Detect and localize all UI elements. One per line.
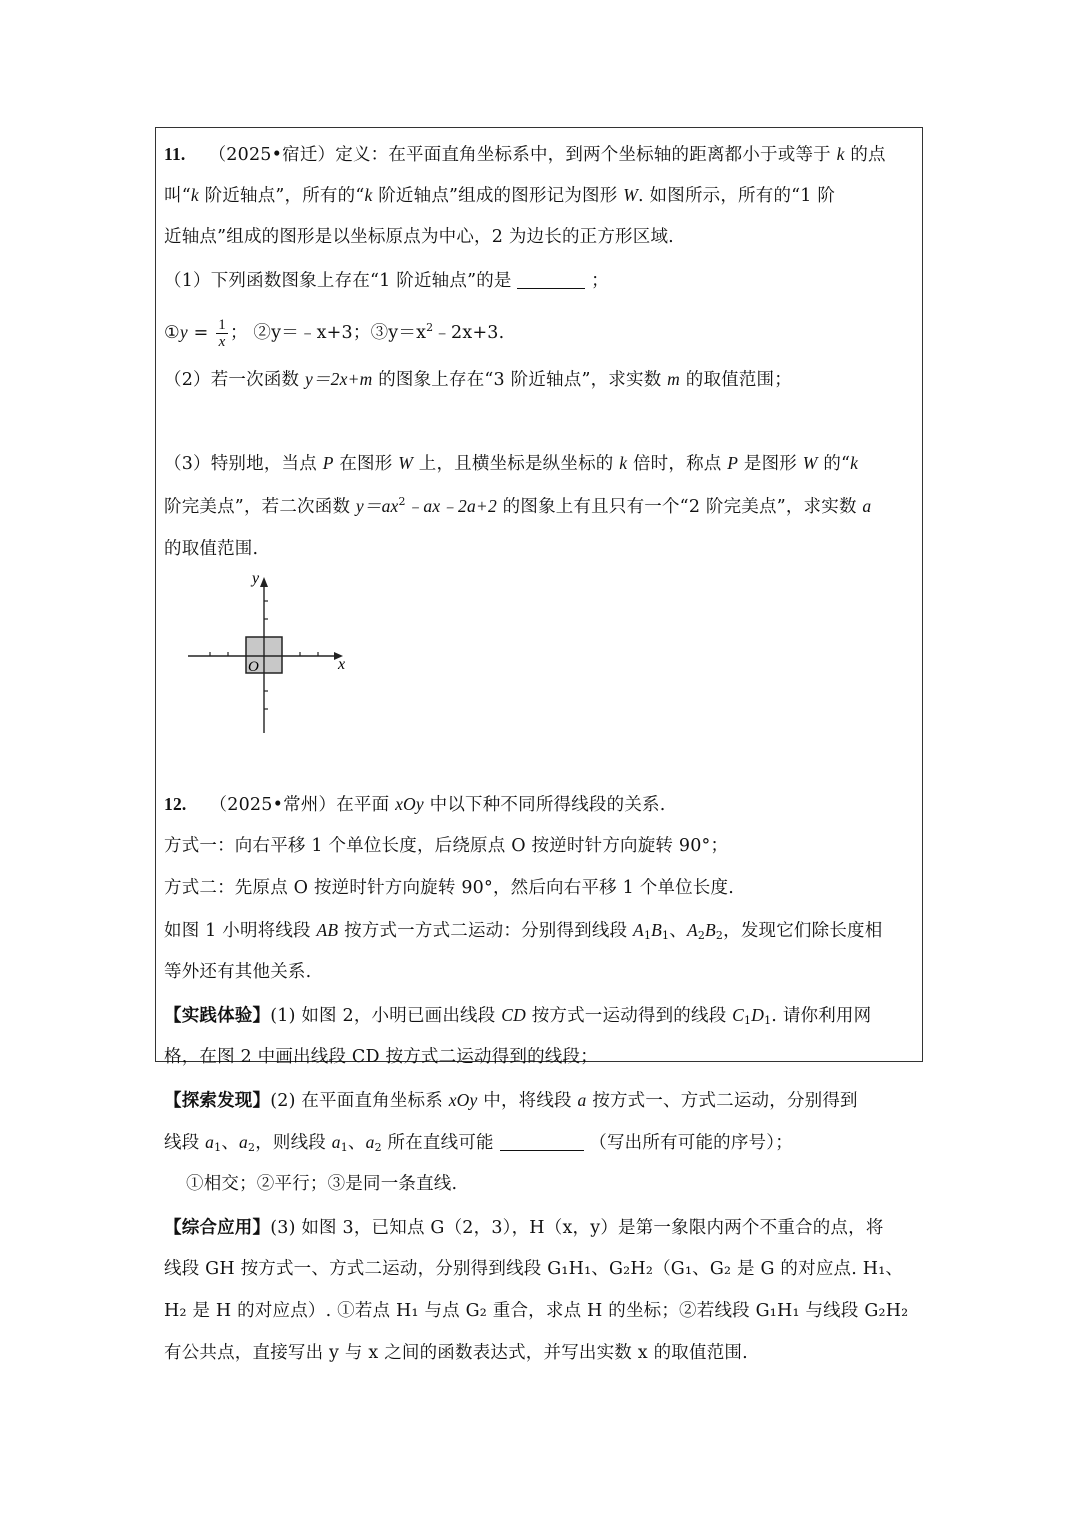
q11-part-3-line-2: 阶完美点”，若二次函数 $y=ax^2﹣ax﹣2a+2$ 的图象上有且只有一个“2 阶完美点”，求实数 a — [164, 495, 872, 517]
question-frame — [155, 127, 923, 1363]
fraction-1-over-x: $\frac{1}{x}$ — [218, 317, 226, 350]
q11-part-2: （2）若一次函数 y＝2x+m 的图象上存在“3 阶近轴点”，求实数 m 的取值范围； — [164, 369, 792, 390]
q12-apply-1: 【综合应用】(3) 如图 3，已知点 G（2，3），H（x，y）是第一象限内两个不重合的点，将 — [164, 1217, 884, 1238]
x-axis-label: x — [338, 656, 346, 673]
q12-method-1: 方式一：向右平移 1 个单位长度，后绕原点 O 按逆时针方向旋转 90°； — [164, 836, 729, 856]
q12-method-2: 方式二：先原点 O 按逆时针方向旋转 90°，然后向右平移 1 个单位长度. — [164, 878, 734, 898]
q12-line-4: 如图 1 小明将线段 AB 按方式一方式二运动：分别得到线段 $A_1B_1$、$A_2B_2$，发现它们除长度相 — [164, 920, 883, 942]
q12-line-1: 12. （2025•常州）在平面 xOy 中以下种不同所得线段的关系. — [164, 794, 666, 815]
q11-part-3-line-3: 的取值范围. — [164, 539, 259, 559]
y-axis-label: y — [252, 571, 260, 587]
q11-line-1: 11. （2025•宿迁）定义：在平面直角坐标系中，到两个坐标轴的距离都小于或等于 k 的点 — [164, 144, 886, 165]
q12-practice-2: 格，在图 2 中画出线段 CD 按方式二运动得到的线段； — [164, 1047, 598, 1067]
q12-number: 12. — [164, 794, 187, 814]
answer-blank-2[interactable] — [500, 1132, 584, 1151]
q11-options: ①y = $\frac{1}{x}$ ； ②y＝﹣x+3；$③y=x^2﹣2x+3$. — [164, 317, 505, 350]
coordinate-graph — [186, 571, 361, 736]
q11-line-3: 近轴点”组成的图形是以坐标原点为中心，2 为边长的正方形区域. — [164, 227, 674, 247]
q11-part-3-line-1: （3）特别地，当点 P 在图形 W 上，且横坐标是纵坐标的 k 倍时，称点 P 是图形 W 的“k — [164, 453, 859, 474]
q12-explore-options: ①相交；②平行；③是同一条直线. — [186, 1174, 458, 1194]
q12-practice-1: 【实践体验】(1) 如图 2，小明已画出线段 CD 按方式一运动得到的线段 $C_1D_1$. 请你利用网 — [164, 1005, 872, 1027]
q12-source: （2025•常州） — [209, 795, 337, 815]
q11-part-1: （1）下列函数图象上存在“1 阶近轴点”的是 ； — [164, 271, 609, 291]
q12-apply-2: 线段 GH 按方式一、方式二运动，分别得到线段 G₁H₁、G₂H₂（G₁、G₂ 是 G 的对应点. H₁、 — [164, 1259, 904, 1279]
q12-apply-3: H₂ 是 H 的对应点）. ①若点 H₁ 与点 G₂ 重合，求点 H 的坐标；②若线段 G₁H₁ 与线段 G₂H₂ — [164, 1301, 909, 1321]
origin-label: O — [248, 659, 259, 675]
q11-line-2: 叫“k 阶近轴点”，所有的“k 阶近轴点”组成的图形记为图形 W. 如图所示，所有的“1 阶 — [164, 185, 836, 206]
y-axis-arrow — [260, 577, 268, 587]
answer-blank-1[interactable] — [517, 270, 585, 289]
q11-number: 11. — [164, 144, 186, 164]
q12-apply-4: 有公共点，直接写出 y 与 x 之间的函数表达式，并写出实数 x 的取值范围. — [164, 1343, 748, 1363]
q12-line-5: 等外还有其他关系. — [164, 962, 312, 982]
q12-explore-2: 线段 $a_1$、$a_2$，则线段 $a_1$、$a_2$ 所在直线可能 （写出所有可能的序号）； — [164, 1132, 793, 1154]
q11-source: （2025•宿迁） — [208, 145, 336, 165]
q12-explore-1: 【探索发现】(2) 在平面直角坐标系 xOy 中，将线段 a 按方式一、方式二运动，分别得到 — [164, 1090, 858, 1111]
